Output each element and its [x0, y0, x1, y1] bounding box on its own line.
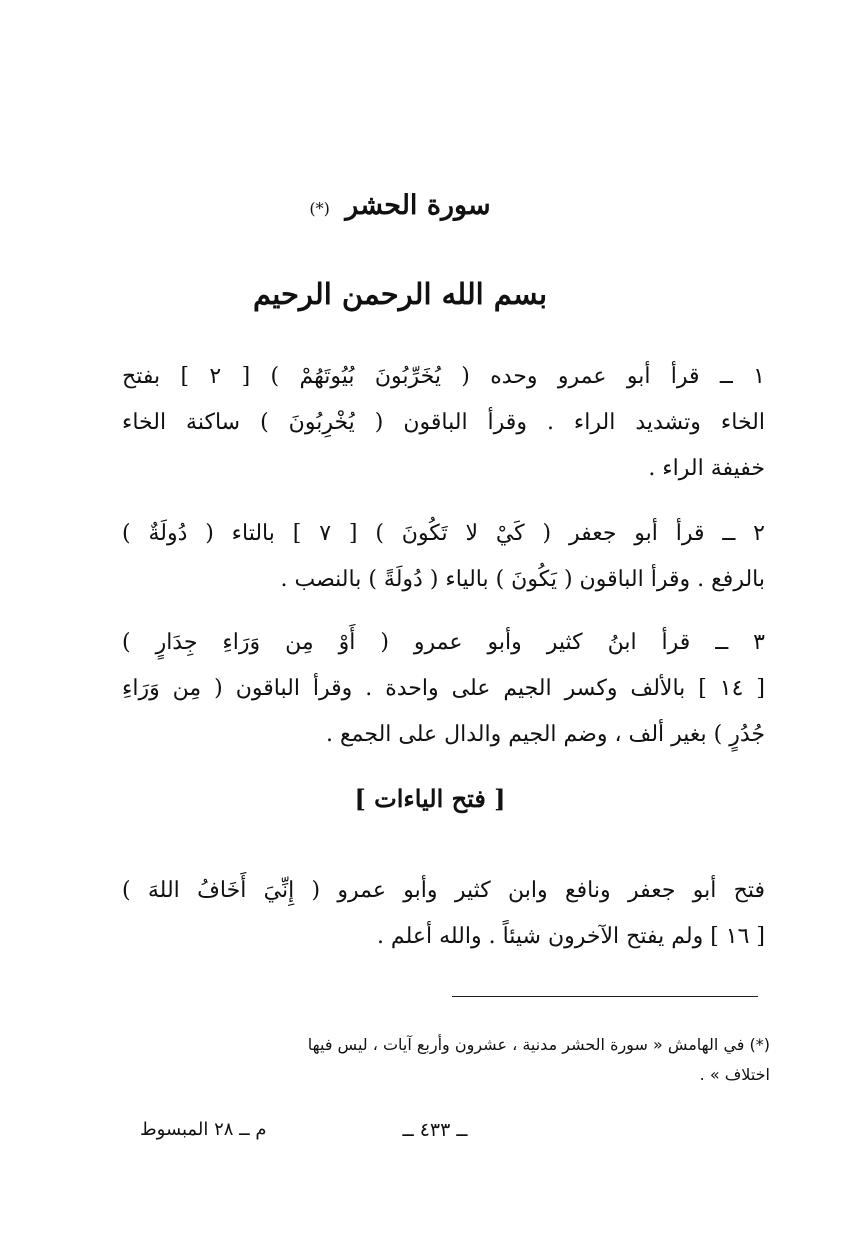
book-signature: م ــ ٢٨ المبسوط [140, 1119, 267, 1140]
page-number: ــ ٤٣٣ ــ [402, 1119, 468, 1141]
footnote [110, 1030, 770, 1090]
paragraph-line: فتح أبو جعفر ونافع وابن كثير وأبو عمرو ( إِنِّيَ أَخَافُ اللهَ ) [122, 878, 765, 903]
paragraph-4 [122, 868, 765, 960]
paragraph-line: الخاء وتشديد الراء . وقرأ الباقون ( يُخْرِبُونَ ) ساكنة الخاء [122, 410, 765, 435]
paragraph-line: جُدُرٍ ) بغير ألف ، وضم الجيم والدال على الجمع . [325, 722, 765, 747]
paragraph-line: بالرفع . وقرأ الباقون ( يَكُونَ ) بالياء ( دُولَةً ) بالنصب . [280, 567, 765, 592]
paragraph-line: ١ ــ قرأ أبو عمرو وحده ( يُخَرِّبُونَ بُيُوتَهُمْ ) [ ٢ ] بفتح [122, 364, 765, 389]
paragraph-2 [122, 511, 765, 603]
paragraph-line: ٢ ــ قرأ أبو جعفر ( كَيْ لا تَكُونَ ) [ ٧ ] بالتاء ( دُولَةٌ ) [122, 521, 765, 546]
footnote-line: اختلاف » . [699, 1065, 770, 1084]
footnote-divider [452, 996, 758, 997]
paragraph-1 [122, 354, 765, 492]
paragraph-3 [122, 620, 765, 758]
paragraph-line: [ ١٦ ] ولم يفتح الآخرون شيئاً . والله أعلم . [376, 924, 765, 949]
paragraph-line: ٣ ــ قرأ ابنُ كثير وأبو عمرو ( أَوْ مِن وَرَاءِ جِدَارٍ ) [122, 630, 765, 655]
surah-title [250, 190, 550, 221]
footnote-line: (*) في الهامش « سورة الحشر مدنية ، عشرون وأربع آيات ، ليس فيها [307, 1035, 770, 1054]
section-heading: [ فتح الياءات ] [354, 784, 506, 813]
basmala: بسم الله الرحمن الرحيم [252, 277, 548, 311]
paragraph-line: [ ١٤ ] بالألف وكسر الجيم على واحدة . وقرأ الباقون ( مِن وَرَاءِ [122, 676, 765, 701]
surah-title-text: سورة الحشر [345, 190, 491, 221]
paragraph-line: خفيفة الراء . [648, 456, 765, 481]
footnote-marker: (*) [309, 199, 330, 218]
